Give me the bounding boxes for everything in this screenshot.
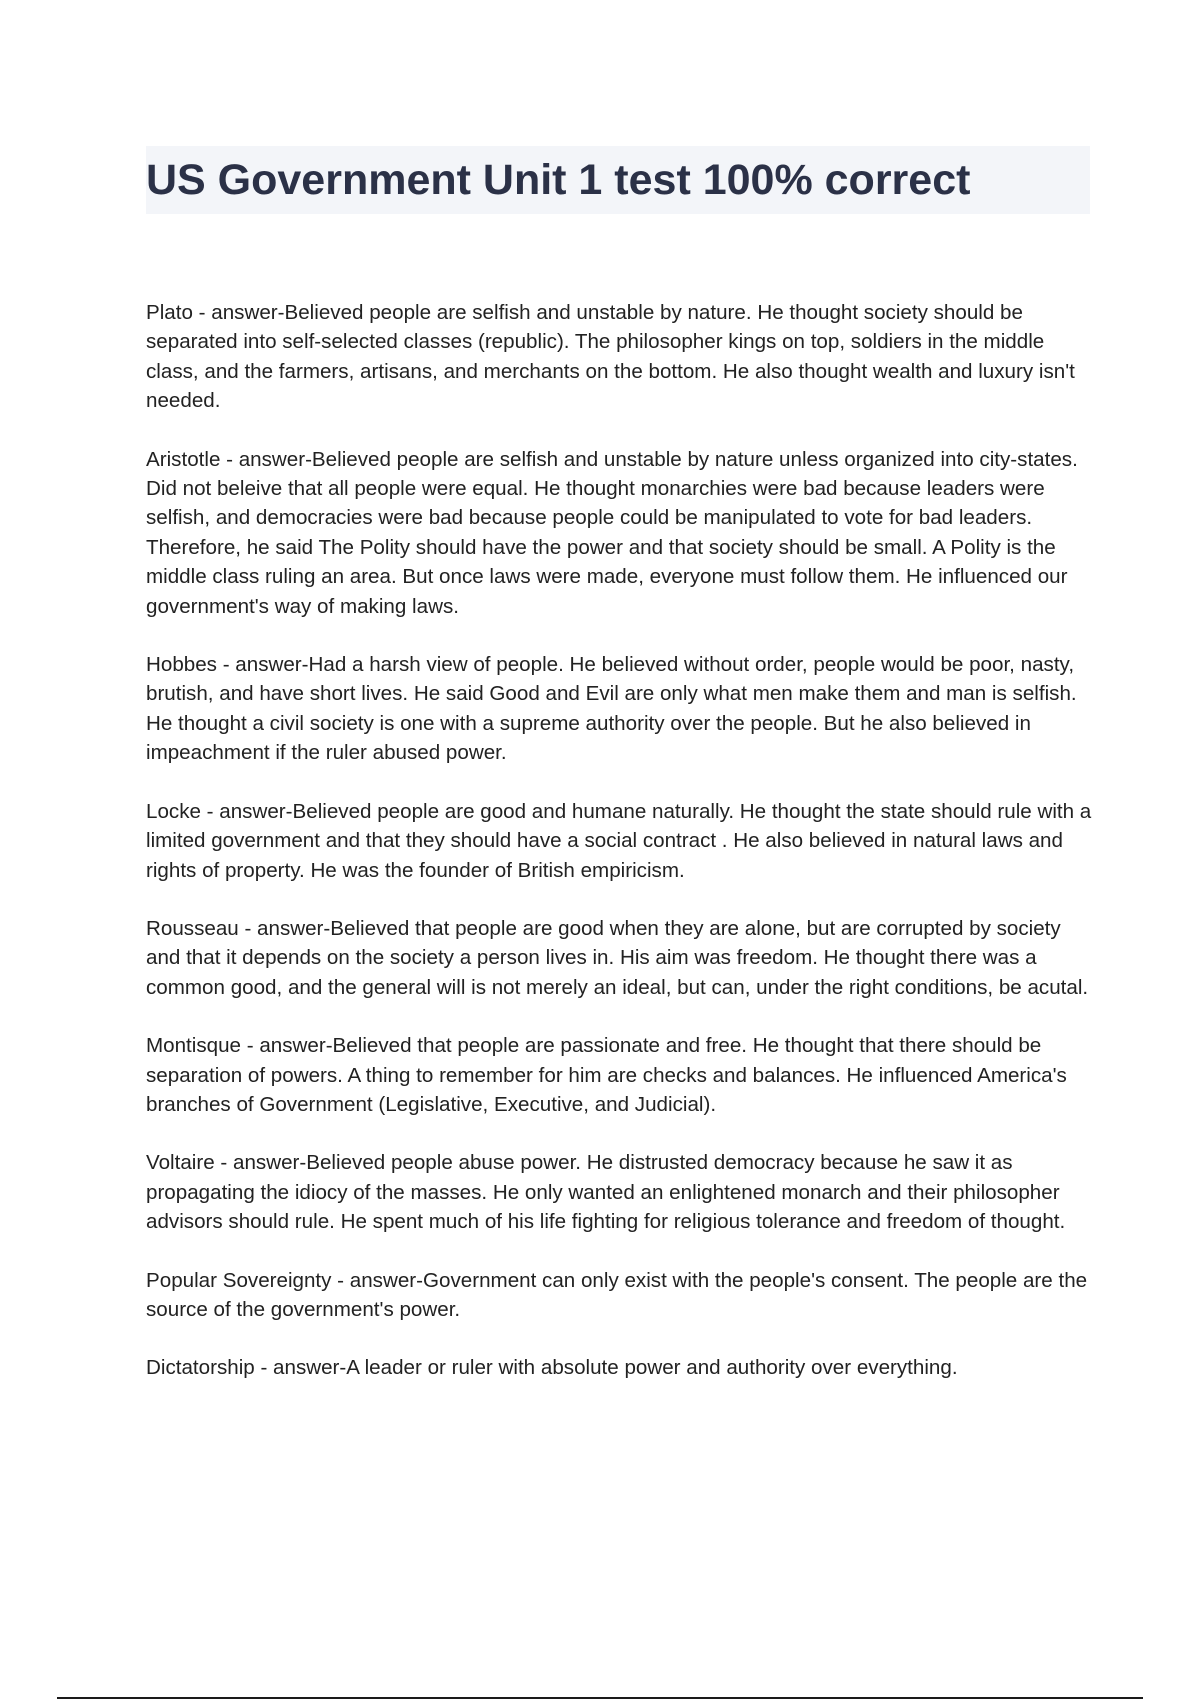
entry-hobbes: Hobbes - answer-Had a harsh view of people. He believed without order, people would be poor, nasty, brutish, and have short lives. He said Good and Evil are only what men make them and man is selfish. He thought a civil society is one with a supreme authority over the people. But he also believed in impeachment if the ruler abused power. (146, 653, 1077, 765)
document-body (146, 298, 1092, 1412)
entry-dictatorship: Dictatorship - answer-A leader or ruler with absolute power and authority over everything. (146, 1356, 958, 1380)
entry-montisque: Montisque - answer-Believed that people are passionate and free. He thought that there should be separation of powers. A thing to remember for him are checks and balances. He influenced America's branches of Government (Legislative, Executive, and Judicial). (146, 1034, 1067, 1116)
footer-divider (57, 1697, 1143, 1699)
title-banner (146, 146, 1090, 214)
entry-aristotle: Aristotle - answer-Believed people are selfish and unstable by nature unless organized into city-states. Did not beleive that all people were equal. He thought monarchies were bad because leaders were selfish, and democracies were bad because people could be manipulated to vote for bad leaders. Therefore, he said The Polity should have the power and that society should be small. A Polity is the middle class ruling an area. But once laws were made, everyone must follow them. He influenced our government's way of making laws. (146, 447, 1078, 618)
page-title: US Government Unit 1 test 100% correct (146, 156, 971, 204)
entry-rousseau: Rousseau - answer-Believed that people are good when they are alone, but are corrupted by society and that it depends on the society a person lives in. His aim was freedom. He thought there was a common good, and the general will is not merely an ideal, but can, under the right conditions, be acutal. (146, 916, 1089, 999)
entry-plato: Plato - answer-Believed people are selfish and unstable by nature. He thought society should be separated into self-selected classes (republic). The philosopher kings on top, soldiers in the middle class, and the farmers, artisans, and merchants on the bottom. He also thought wealth and luxury isn't needed. (146, 301, 1075, 413)
entry-popular-sovereignty: Popular Sovereignty - answer-Government can only exist with the people's consent. The people are the source of the government's power. (146, 1268, 1088, 1321)
entry-locke: Locke - answer-Believed people are good and humane naturally. He thought the state should rule with a limited government and that they should have a social contract . He also believed in natural laws and rights of property. He was the founder of British empiricism. (146, 799, 1092, 882)
entry-voltaire: Voltaire - answer-Believed people abuse power. He distrusted democracy because he saw it as propagating the idiocy of the masses. He only wanted an enlightened monarch and their philosopher advisors should rule. He spent much of his life fighting for religious tolerance and freedom of thought. (146, 1151, 1066, 1234)
